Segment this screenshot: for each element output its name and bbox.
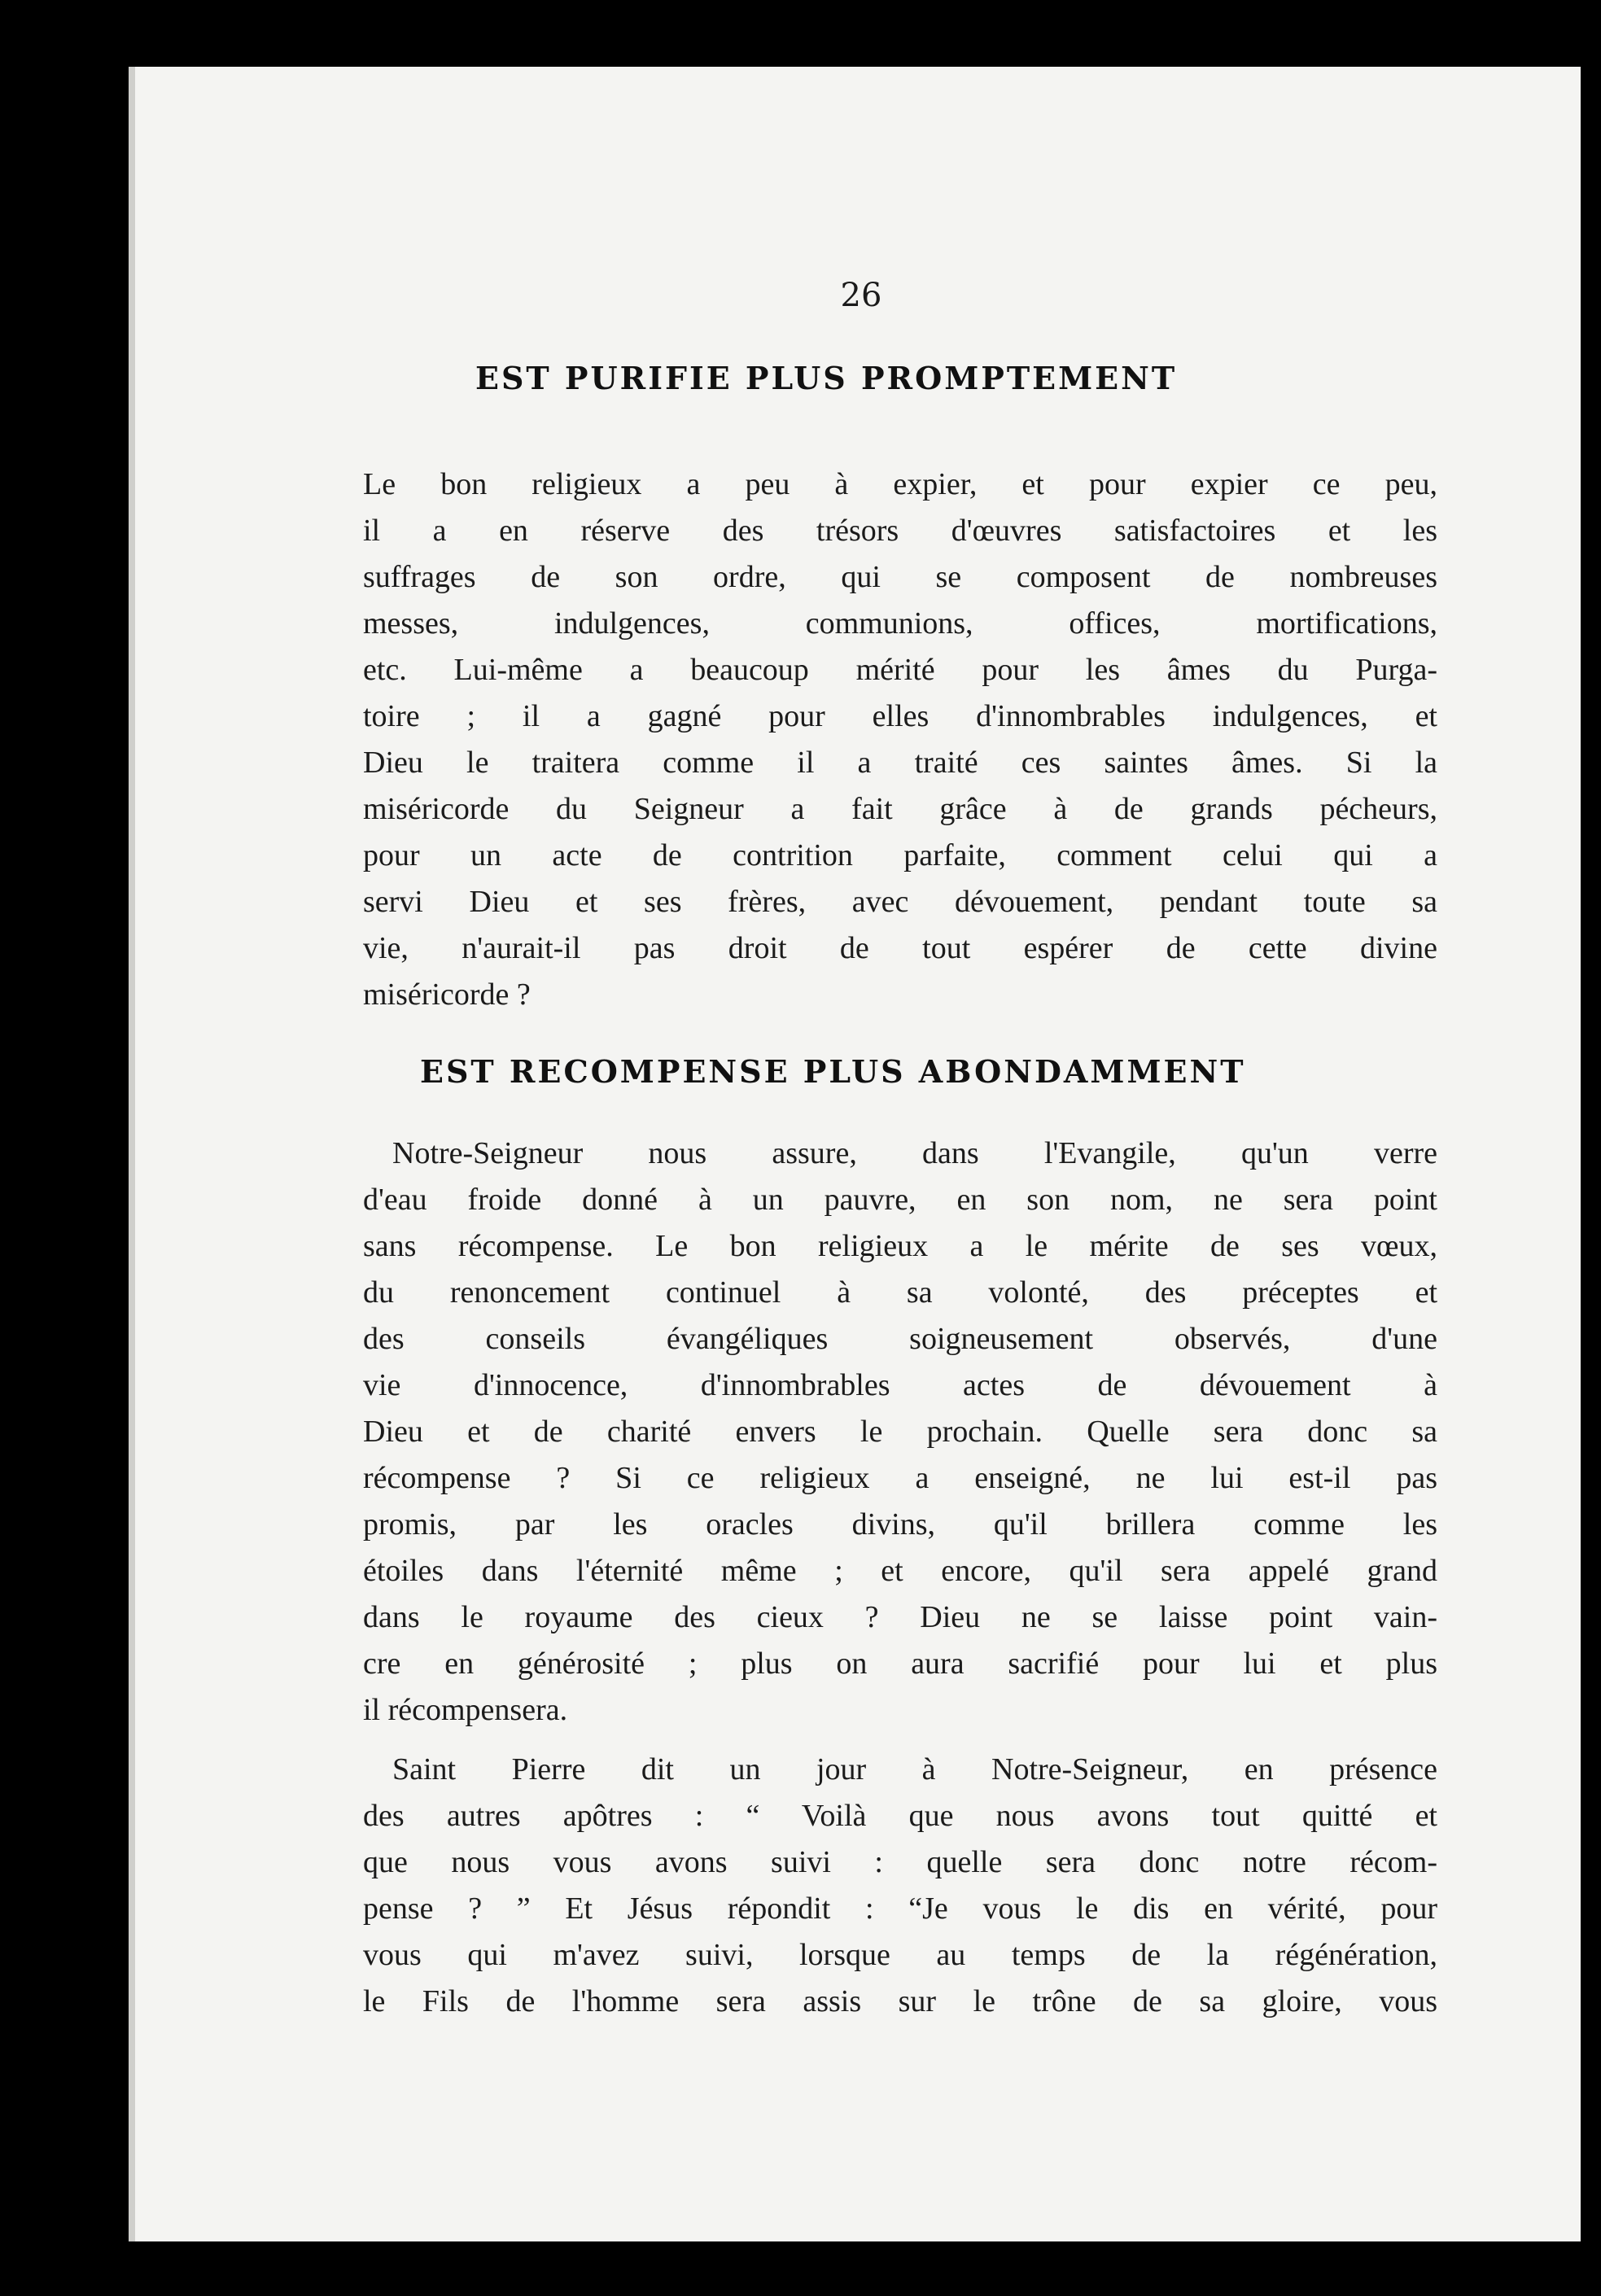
text-line: des autres apôtres : “ Voilà que nous avons tout quitté et bbox=[363, 1799, 1437, 1833]
paragraph-recompense bbox=[363, 1131, 1437, 1734]
section-heading-recompense: EST RECOMPENSE PLUS ABONDAMMENT bbox=[420, 1053, 1246, 1090]
text-line: d'eau froide donné à un pauvre, en son nom, ne sera point bbox=[363, 1183, 1437, 1217]
text-line: miséricorde du Seigneur a fait grâce à de grands pécheurs, bbox=[363, 792, 1437, 826]
text-line: vie d'innocence, d'innombrables actes de dévouement à bbox=[363, 1368, 1437, 1402]
text-line: sans récompense. Le bon religieux a le mérite de ses vœux, bbox=[363, 1229, 1437, 1263]
text-line: Notre-Seigneur nous assure, dans l'Evangile, qu'un verre bbox=[392, 1136, 1437, 1170]
text-line: miséricorde ? bbox=[363, 977, 531, 1012]
text-line: le Fils de l'homme sera assis sur le trône de sa gloire, vous bbox=[363, 1984, 1437, 2018]
text-line: etc. Lui-même a beaucoup mérité pour les âmes du Purga- bbox=[363, 653, 1437, 687]
text-line: Saint Pierre dit un jour à Notre-Seigneur, en présence bbox=[392, 1752, 1437, 1787]
text-line: Dieu le traitera comme il a traité ces saintes âmes. Si la bbox=[363, 746, 1437, 780]
text-line: du renoncement continuel à sa volonté, des préceptes et bbox=[363, 1275, 1437, 1310]
text-line: pense ? ” Et Jésus répondit : “Je vous le dis en vérité, pour bbox=[363, 1891, 1437, 1926]
text-line: Le bon religieux a peu à expier, et pour expier ce peu, bbox=[363, 467, 1437, 501]
text-line: toire ; il a gagné pour elles d'innombrables indulgences, et bbox=[363, 699, 1437, 733]
text-line: il récompensera. bbox=[363, 1693, 568, 1727]
text-line: il a en réserve des trésors d'œuvres satisfactoires et les bbox=[363, 514, 1437, 548]
text-line: pour un acte de contrition parfaite, comment celui qui a bbox=[363, 838, 1437, 872]
text-line: vous qui m'avez suivi, lorsque au temps de la régénération, bbox=[363, 1938, 1437, 1972]
text-line: messes, indulgences, communions, offices, mortifications, bbox=[363, 606, 1437, 641]
text-line: récompense ? Si ce religieux a enseigné, ne lui est-il pas bbox=[363, 1461, 1437, 1495]
paragraph-purifie bbox=[363, 461, 1437, 1018]
text-line: cre en générosité ; plus on aura sacrifié pour lui et plus bbox=[363, 1647, 1437, 1681]
text-line: vie, n'aurait-il pas droit de tout espérer de cette divine bbox=[363, 931, 1437, 965]
text-line: suffrages de son ordre, qui se composent de nombreuses bbox=[363, 560, 1437, 594]
text-line: promis, par les oracles divins, qu'il brillera comme les bbox=[363, 1507, 1437, 1542]
text-line: Dieu et de charité envers le prochain. Quelle sera donc sa bbox=[363, 1415, 1437, 1449]
text-line: étoiles dans l'éternité même ; et encore, qu'il sera appelé grand bbox=[363, 1554, 1437, 1588]
text-line: dans le royaume des cieux ? Dieu ne se laisse point vain- bbox=[363, 1600, 1437, 1634]
page-number: 26 bbox=[840, 277, 882, 314]
paragraph-saint-pierre bbox=[363, 1747, 1437, 2025]
text-line: des conseils évangéliques soigneusement observés, d'une bbox=[363, 1322, 1437, 1356]
book-page bbox=[129, 67, 1581, 2241]
section-heading-purifie: EST PURIFIE PLUS PROMPTEMENT bbox=[475, 360, 1178, 396]
text-line: que nous vous avons suivi : quelle sera donc notre récom- bbox=[363, 1845, 1437, 1879]
text-line: servi Dieu et ses frères, avec dévouement, pendant toute sa bbox=[363, 885, 1437, 919]
